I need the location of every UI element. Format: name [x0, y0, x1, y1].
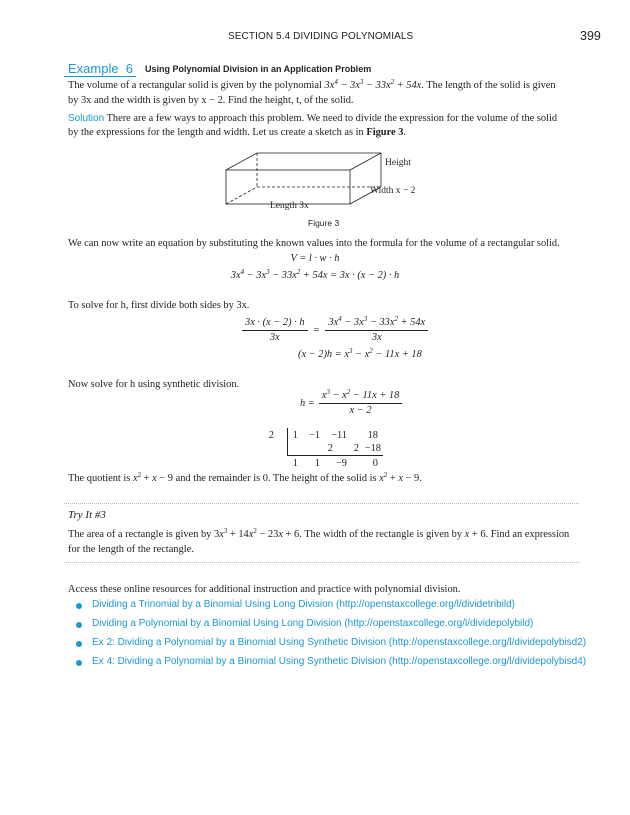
resource-bullet-1	[76, 603, 82, 609]
figure-label-width: Width x − 2	[370, 186, 416, 196]
try-it-top-rule	[64, 503, 579, 504]
syn-r2-c2: 2	[327, 443, 333, 454]
section-number: SECTION 5.4	[228, 31, 291, 42]
volume-equation: $3x^4 - 3x^3 - 33x^2 + 54x = 3x \cdot (x - 2) \cdot h$	[230, 268, 400, 281]
problem-text-b: . The length of the solid is given	[421, 80, 556, 91]
resource-link-4[interactable]: Ex 4: Dividing a Polynomial by a Binomial Using Synthetic Division (http://openstaxcollege.org/l/dividepolybisd4)	[92, 656, 587, 667]
resource-link-2[interactable]: Dividing a Polynomial by a Binomial Using Long Division (http://openstaxcollege.org/l/dividepolybild)	[92, 618, 534, 629]
h-fraction: $\frac{x^3 - x^2 - 11x + 18}{x - 2}$	[319, 390, 403, 417]
figure-label-length: Length 3x	[270, 201, 309, 211]
figure-reference: Figure 3	[366, 127, 404, 138]
figure-caption: Figure 3	[308, 218, 340, 228]
syn-r1-c1: 1	[292, 430, 298, 441]
solution-text-2a: by the expressions for the length and width. Let us create a sketch as in	[68, 127, 367, 138]
syn-r1-c2: −1	[308, 430, 320, 441]
substitute-text: We can now write an equation by substituting the known values into the formula for the volume of a rectangular solid.	[68, 238, 560, 249]
syn-r3-c1: 1	[292, 458, 298, 469]
conclusion-text: The quotient is $x^2 + x - 9$ and the remainder is 0. The height of the solid is $x^2 + x - 9$.	[68, 471, 422, 484]
volume-polynomial: $3x^4 - 3x^3 - 33x^2 + 54x$	[324, 78, 422, 91]
resource-link-3[interactable]: Ex 2: Dividing a Polynomial by a Binomial Using Synthetic Division (http://openstaxcollege.org/l/dividepolybisd2)	[92, 637, 587, 648]
syn-r1-c4: 18	[367, 430, 378, 441]
figure-label-height: Height	[385, 158, 411, 168]
solution-line-2: by the expressions for the length and width. Let us create a sketch as in Figure 3.	[68, 127, 407, 138]
syn-r3-c4: 0	[372, 458, 378, 469]
solution-text-1: There are a few ways to approach this problem. We need to divide the expression for the volume of the solid	[106, 113, 558, 124]
problem-text-a: The volume of a rectangular solid is given by the polynomial	[68, 80, 325, 91]
synthetic-text: Now solve for h using synthetic division.	[68, 379, 240, 390]
division-equation: $\frac{3x \cdot (x - 2) \cdot h}{3x}$ = $\frac{3x^4 - 3x^3 - 33x^2 + 54x}{3x}$	[242, 317, 428, 344]
resource-bullet-2	[76, 622, 82, 628]
syn-r3-c3: −9	[335, 458, 347, 469]
section-title: DIVIDING POLYNOMIALS	[293, 31, 414, 42]
page-number: 399	[580, 29, 601, 43]
example-title: Using Polynomial Division in an Application Problem	[145, 64, 372, 74]
rhs-fraction: $\frac{3x^4 - 3x^3 - 33x^2 + 54x}{3x}$	[325, 317, 428, 344]
resource-bullet-4	[76, 660, 82, 666]
synthetic-division-table	[260, 428, 390, 470]
try-it-bottom-rule	[64, 562, 579, 563]
volume-formula: V = l · w · h	[290, 253, 340, 264]
try-it-line-1: The area of a rectangle is given by $3x^3 + 14x^2 - 23x + 6$. The width of the rectangle is given by x + 6. Find an expression	[68, 527, 570, 540]
syn-r1-c3: −11	[331, 430, 347, 441]
syn-r3-c2: 1	[314, 458, 320, 469]
resource-link-1[interactable]: Dividing a Trinomial by a Binomial Using Long Division (http://openstaxcollege.org/l/dividetribild)	[92, 599, 515, 610]
synthetic-divisor: 2	[268, 430, 274, 441]
resource-bullet-3	[76, 641, 82, 647]
example-label: Example 6	[68, 61, 134, 76]
running-header	[228, 31, 413, 42]
syn-r2-c4: −18	[364, 443, 381, 454]
try-it-line-2: for the length of the rectangle.	[68, 544, 194, 555]
resources-intro: Access these online resources for additional instruction and practice with polynomial division.	[68, 584, 461, 595]
syn-r2-c3: 2	[353, 443, 359, 454]
example-underline	[64, 76, 136, 77]
solve-text: To solve for h, first divide both sides by 3x.	[68, 300, 250, 311]
h-lhs: h =	[300, 398, 315, 409]
lhs-fraction: $\frac{3x \cdot (x - 2) \cdot h}{3x}$	[242, 317, 308, 344]
problem-line-1	[68, 78, 556, 94]
try-it-label: Try It #3	[68, 509, 106, 521]
problem-line-2: by 3x and the width is given by x − 2. Find the height, t, of the solid.	[68, 95, 354, 106]
synthetic-horizontal-line	[287, 455, 383, 456]
divided-result: $(x - 2)h = x^3 - x^2 - 11x + 18$	[298, 347, 422, 360]
h-equation	[300, 390, 402, 417]
solution-label: Solution	[68, 113, 105, 124]
